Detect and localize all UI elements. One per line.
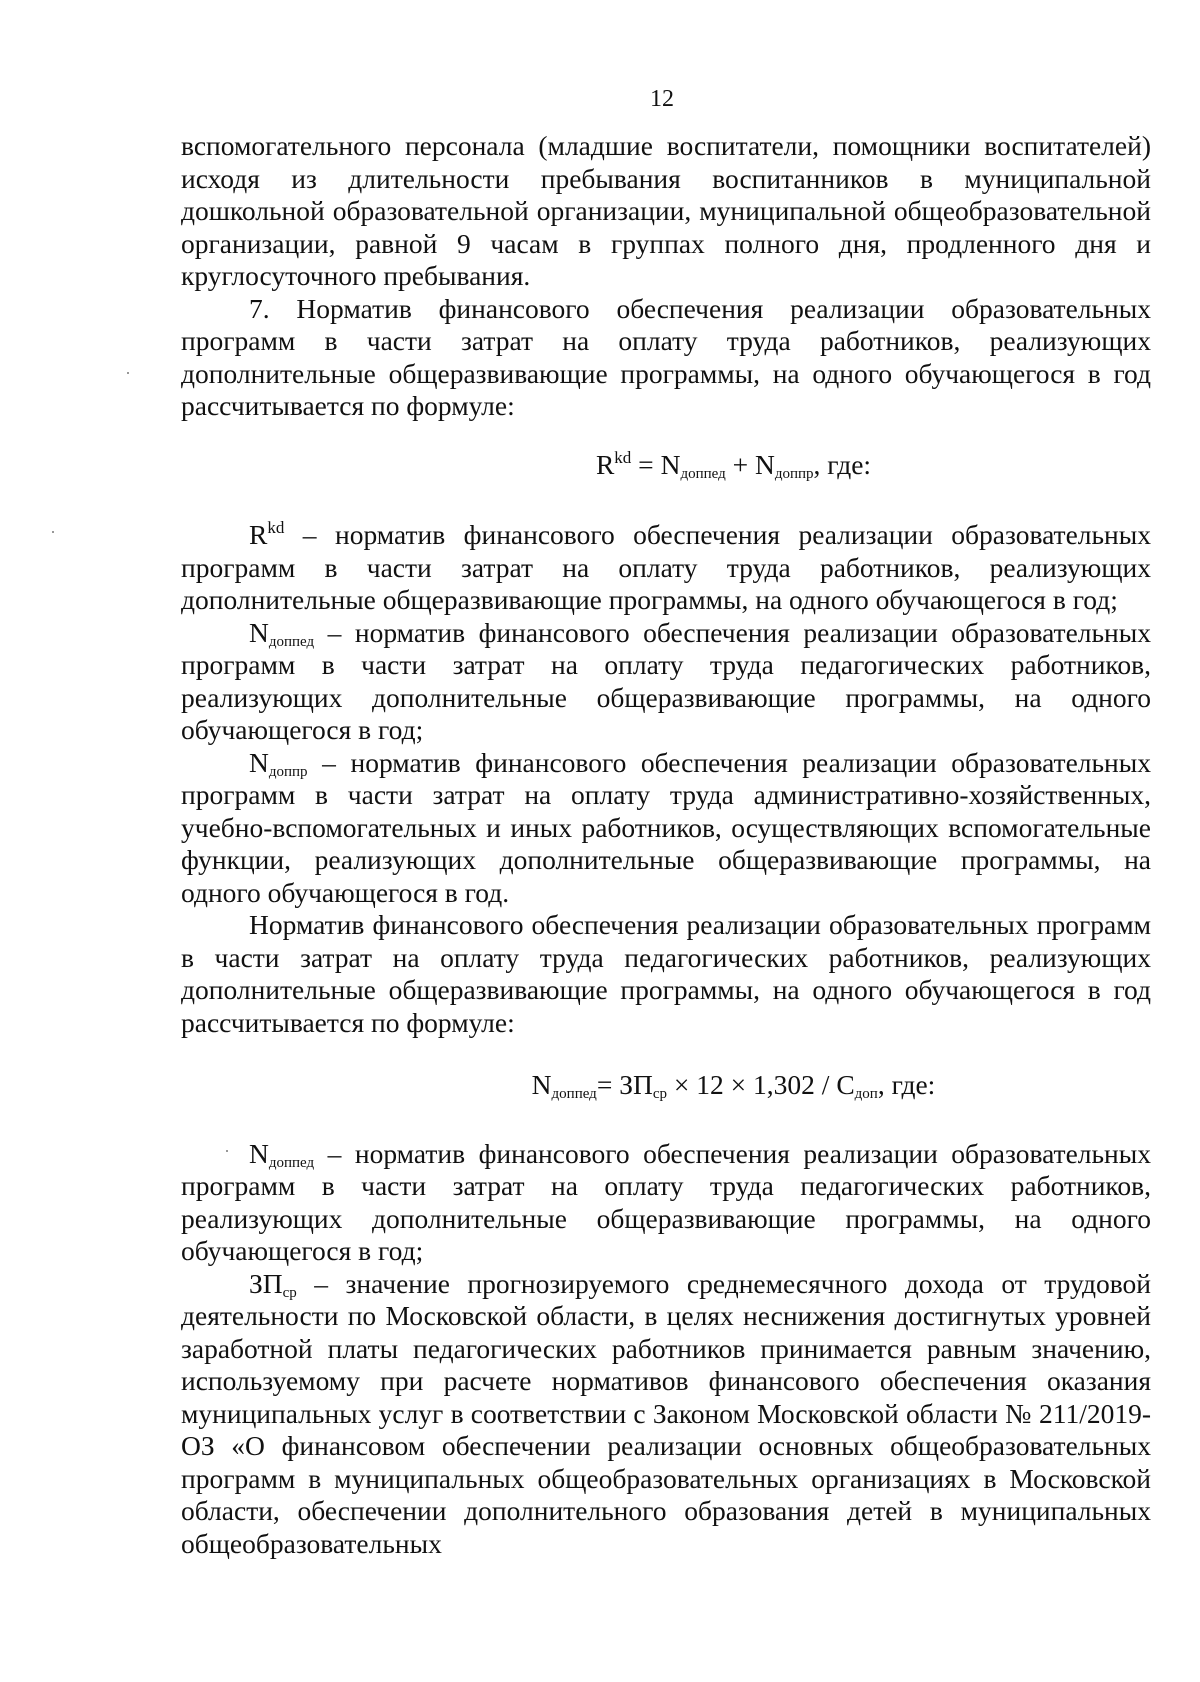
formula-nped-term2-sub: доп — [854, 1086, 878, 1102]
definition-npr — [181, 747, 1151, 910]
formula-rkd-plus: + — [725, 448, 755, 480]
scan-speck — [127, 372, 129, 374]
formula-rkd-term2-sub: доппр — [774, 465, 814, 482]
formula-nped-term2: С — [836, 1069, 855, 1100]
formula-nped-mid: × 12 × 1,302 / — [667, 1069, 837, 1100]
definition-npr-text: – норматив финансового обеспечения реализации образовательных программ в части затрат на оплату труда административно-хозяйственных, учебно-вспомогательных и иных работников, осуществляющих вспомогательные функции, реализующих дополнительные общеразвивающие программы, на одного обучающегося в год. — [181, 746, 1151, 908]
formula-nped-lhs: N — [531, 1069, 552, 1100]
formula-nped-eq: = — [596, 1069, 620, 1100]
formula-rkd-tail: , где: — [813, 448, 872, 480]
definition-rkd-symbol: R — [249, 519, 268, 550]
formula-nped-term1: ЗП — [619, 1069, 653, 1100]
definition-zp-text: – значение прогнозируемого среднемесячного дохода от трудовой деятельности по Московской области, в целях неснижения достигнутых уровней заработной платы педагогических работников принимается равным значению, используемому при расчете нормативов финансового обеспечения оказания муниципальных услуг в соответствии с Законом Московской области № 211/2019-ОЗ «О финансовом обеспечении реализации основных общеобразовательных программ в муниципальных общеобразовательных организациях в Московской области, обеспечении дополнительного образования детей в муниципальных общеобразовательных — [181, 1267, 1151, 1559]
definition-nped-2 — [181, 1138, 1151, 1268]
formula-rkd — [181, 449, 1151, 482]
formula-rkd-term2: N — [754, 448, 775, 480]
definition-nped-2-symbol: N — [249, 1137, 269, 1169]
formula-rkd-eq: = — [631, 448, 661, 480]
definition-rkd — [181, 519, 1151, 617]
paragraph-intro: вспомогательного персонала (младшие воспитатели, помощники воспитателей) исходя из длительности пребывания воспитанников в муниципальной дошкольной образовательной организации, муниципальной общеобразовательной организации, равной 9 часам в группах полного дня, продленного дня и круглосуточного пребывания. — [181, 130, 1151, 291]
formula-nped-term1-sub: ср — [652, 1086, 668, 1102]
definition-nped-symbol: N — [249, 616, 269, 648]
definition-zp-symbol: ЗП — [249, 1267, 283, 1299]
formula-nped — [181, 1069, 1151, 1102]
definition-zp — [181, 1268, 1151, 1561]
definition-npr-symbol: N — [249, 746, 269, 778]
paragraph-norm-ped: Норматив финансового обеспечения реализации образовательных программ в части затрат на оплату труда педагогических работников, реализующих дополнительные общеразвивающие программы, на одного обучающегося в год рассчитывается по формуле: — [181, 909, 1151, 1038]
definition-nped-sub: доппед — [268, 633, 315, 650]
scan-speck — [226, 1150, 228, 1152]
formula-rkd-lhs: R — [595, 448, 615, 480]
formula-rkd-term1: N — [660, 448, 681, 480]
definition-npr-sub: доппр — [268, 763, 308, 780]
definition-nped-2-text: – норматив финансового обеспечения реализации образовательных программ в части затрат на оплату труда педагогических работников, реализующих дополнительные общеразвивающие программы, на одного обучающегося в год; — [181, 1137, 1151, 1266]
document-body — [181, 130, 1151, 1560]
definition-nped-2-sub: доппед — [268, 1154, 315, 1171]
definition-nped-text: – норматив финансового обеспечения реализации образовательных программ в части затрат на оплату труда педагогических работников, реализующих дополнительные общеразвивающие программы, на одного обучающегося в год; — [181, 616, 1151, 745]
paragraph-7: 7. Норматив финансового обеспечения реализации образовательных программ в части затрат на оплату труда работников, реализующих дополнительные общеразвивающие программы, на одного обучающегося в год рассчитывается по формуле: — [181, 292, 1151, 421]
formula-rkd-term1-sub: доппед — [680, 465, 726, 482]
formula-nped-lhs-sub: доппед — [551, 1086, 597, 1102]
definition-zp-sub: ср — [282, 1284, 297, 1301]
definition-rkd-sup: kd — [267, 518, 285, 537]
definition-rkd-text: – норматив финансового обеспечения реализации образовательных программ в части затрат на оплату труда работников, реализующих дополнительные общеразвивающие программы, на одного обучающегося в год; — [181, 519, 1151, 615]
formula-rkd-lhs-sup: kd — [614, 447, 632, 467]
scan-speck — [52, 531, 54, 533]
formula-nped-tail: , где: — [877, 1069, 936, 1100]
definition-nped — [181, 617, 1151, 747]
page-number: 12 — [650, 86, 674, 112]
